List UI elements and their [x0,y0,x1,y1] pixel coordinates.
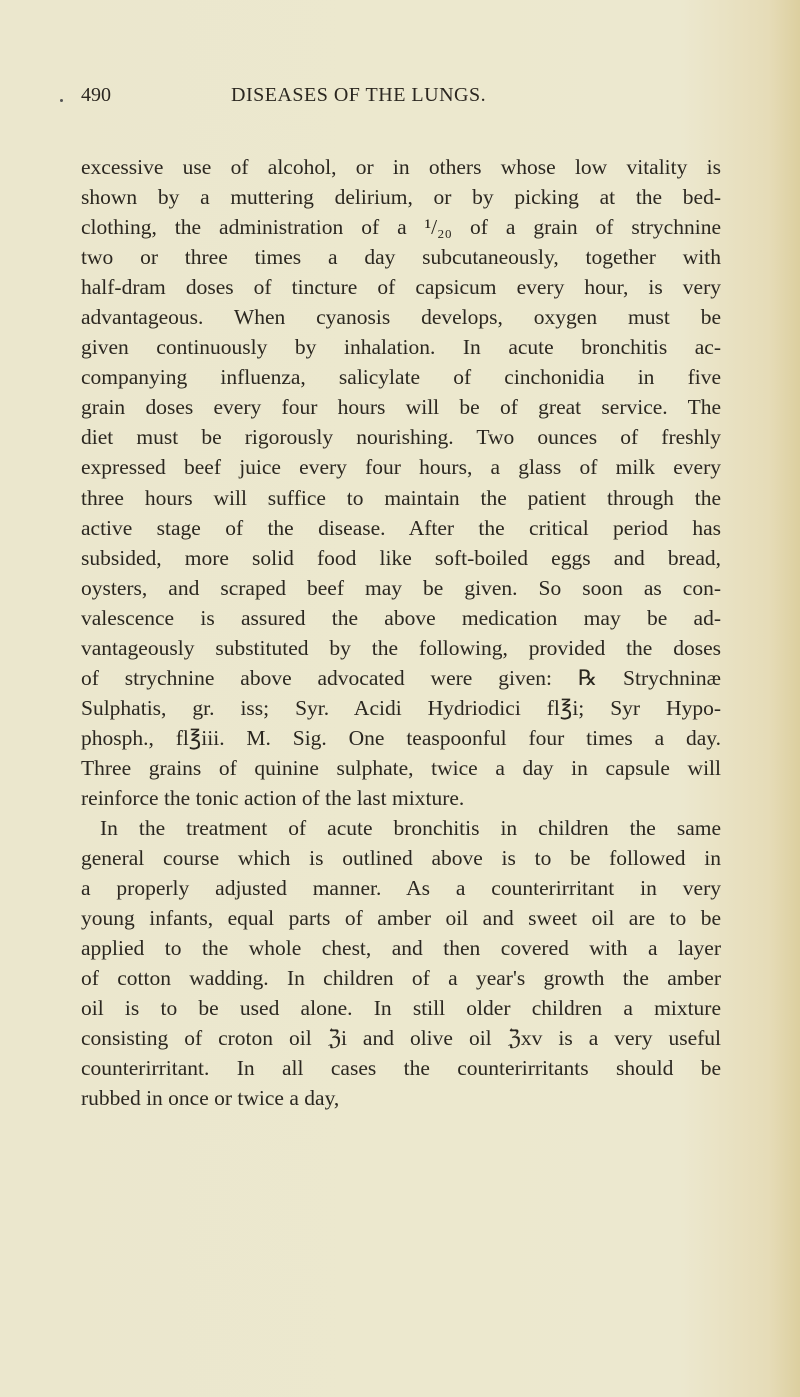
text-line: general course which is outlined above is to be followed in [81,846,721,871]
text-line: two or three times a day subcutaneously, together with [81,245,721,270]
paragraph-start-line: In the treatment of acute bronchitis in children the same [100,816,721,841]
page-header [81,84,721,114]
running-title: DISEASES OF THE LUNGS. [231,84,487,106]
text-line: excessive use of alcohol, or in others whose low vitality is [81,155,721,179]
text-line: shown by a muttering delirium, or by picking at the bed- [81,185,721,210]
text-line: of strychnine above advocated were given: ℞ Strychninæ [81,665,721,690]
text-line: companying influenza, salicylate of cinchonidia in five [81,365,721,390]
text-line: three hours will suffice to maintain the patient through the [81,485,721,510]
text-line: reinforce the tonic action of the last mixture. [81,785,465,810]
text-line: active stage of the disease. After the critical period has [81,515,721,540]
text-line: valescence is assured the above medication may be ad- [81,605,721,630]
text-line: young infants, equal parts of amber oil and sweet oil are to be [81,906,721,931]
text-line: phosph., fl℥iii. M. Sig. One teaspoonful four times a day. [81,725,721,750]
text-line: diet must be rigorously nourishing. Two ounces of freshly [81,425,721,450]
text-line: subsided, more solid food like soft-boiled eggs and bread, [81,545,721,570]
text-line: counterirritant. In all cases the counterirritants should be [81,1056,721,1081]
text-line: half-dram doses of tincture of capsicum every hour, is very [81,275,721,300]
text-line: clothing, the administration of a ¹/₂₀ of a grain of strychnine [81,215,721,240]
text-line: consisting of croton oil ℨi and olive oil ℨxv is a very useful [81,1026,721,1051]
text-line: oysters, and scraped beef may be given. So soon as con- [81,575,721,600]
body-text [81,152,721,1114]
scan-speck [60,99,63,102]
text-line: rubbed in once or twice a day, [81,1086,340,1111]
text-line: applied to the whole chest, and then covered with a layer [81,936,721,961]
text-line: a properly adjusted manner. As a counterirritant in very [81,876,721,901]
text-line: of cotton wadding. In children of a year's growth the amber [81,966,721,991]
text-line: Sulphatis, gr. iss; Syr. Acidi Hydriodici fl℥i; Syr Hypo- [81,695,721,720]
text-line: vantageously substituted by the following, provided the doses [81,635,721,660]
text-line: Three grains of quinine sulphate, twice a day in capsule will [81,755,721,780]
text-line: given continuously by inhalation. In acute bronchitis ac- [81,335,721,360]
text-line: oil is to be used alone. In still older children a mixture [81,996,721,1021]
text-line: grain doses every four hours will be of great service. The [81,395,721,420]
page-number: 490 [81,84,111,106]
text-line: advantageous. When cyanosis develops, oxygen must be [81,305,721,330]
text-line: expressed beef juice every four hours, a glass of milk every [81,455,721,480]
